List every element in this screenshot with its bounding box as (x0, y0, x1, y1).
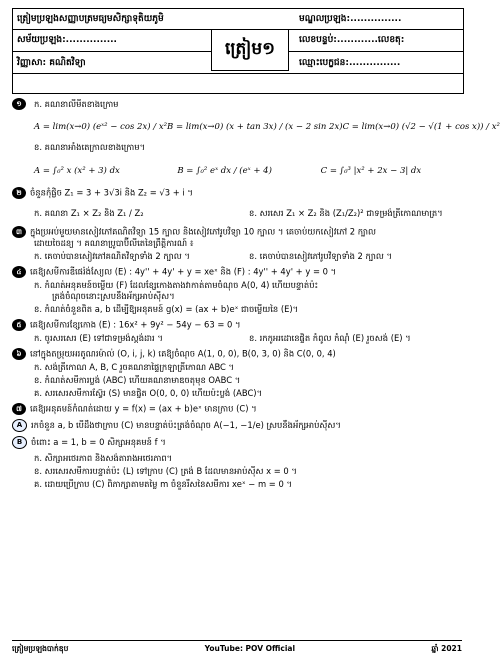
q4-part-a-2: ត្រង់ចំណុចនោះស្របនឹងអ័ក្សអាប់ស៊ីស។ (52, 291, 175, 301)
integral-a: A = ∫₀² x (x² + 3) dx (34, 165, 120, 176)
question-3 (12, 226, 464, 262)
q1-part-b-label: ខ. គណនាអាំងតេក្រាលខាងក្រោម។ (34, 142, 146, 152)
q6-intro: នៅក្នុងតម្រុយអរតូណរម៉ាល់ (O, i, j, k) គេឱ្យចំណុច A(1, 0, 0), B(0, 3, 0) និង C(0, 0, 4) (30, 348, 336, 359)
question-2 (12, 187, 464, 222)
q7-part-b: ខ. សរសេរសមីការបន្ទាត់ប៉ះ (L) ទៅក្រាប (C) ត្រង់ B ដែលមានអាប់ស៊ីស x = 0 ។ (34, 466, 297, 476)
part-A-marker: A (12, 419, 27, 432)
q3-line-2: ដោយចៃដន្យ ។ គណនាប្រូបាប៊ីលីតេនៃព្រឹត្តិការណ៍ ៖ (34, 238, 194, 248)
question-6 (12, 348, 464, 399)
q1-part-a-label: ក. គណនាលីមីតខាងក្រោម (34, 99, 119, 109)
q7-part-c: គ. ដោយប្រើក្រាប (C) ពិភាក្សាតាមតម្លៃ m ចំនួនរឹសនៃសមីការ xeˣ − m = 0 ។ (34, 479, 292, 489)
q7-intro: គេឱ្យអនុគមន៍កំណត់ដោយ y = f(x) = (ax + b)eˣ មានក្រាប (C) ។ (30, 403, 257, 414)
q7-part-A: រកចំនួន a, b បើដឹងថាក្រាប (C) មានបន្ទាត់ប៉ះត្រង់ចំណុច A(−1, −1/e) ស្របនឹងអ័ក្សអាប់ស៊ីស។ (31, 420, 341, 430)
header-candidate-label: ឈ្មោះបេក្ខជន:............... (299, 58, 401, 68)
q5-part-a: ក. ចូរសរសេរ (E) ទៅជាទម្រង់ស្តង់ដារ ។ (34, 333, 163, 343)
q1-integrals-row (12, 159, 464, 183)
q3-parts-row (12, 251, 464, 262)
q3-line-1: ក្នុងប្រអប់មួយមានសៀវភៅគណិតវិទ្យា 15 ក្បាល និងសៀវភៅរូបវិទ្យា 10 ក្បាល ។ គេចាប់យកសៀវភៅ 2 ក្បាល (30, 226, 377, 237)
footer-right: ឆ្នាំ 2021 (431, 644, 462, 653)
question-5 (12, 319, 464, 344)
q5-parts-row (12, 333, 464, 344)
limit-b: B = lim(x→0) (x + tan 3x) / (x − 2 sin 2x) (167, 121, 343, 132)
question-number: ២ (12, 187, 26, 199)
question-number: ៦ (12, 348, 26, 360)
question-7 (12, 403, 464, 490)
q3-part-a: ក. គេចាប់បានសៀវភៅគណិតវិទ្យាទាំង 2 ក្បាល ។ (34, 251, 190, 261)
question-number: ៥ (12, 319, 26, 331)
q4-part-a-1: ក. កំណត់អនុគមន៍ចម្លើយ (F) ដែលខ្សែកោងតាងវាកាត់តាមចំណុច A(0, 4) ហើយបន្ទាត់ប៉ះ (34, 280, 319, 290)
q4-intro: គេឱ្យសមីការឌីផេរ៉ង់ស្យែល (E) : 4y'' + 4y' + y = xeˣ និង (F) : 4y'' + 4y' + y = 0 ។ (30, 266, 337, 277)
part-B-marker: B (12, 436, 27, 449)
limit-c: C = lim(x→0) (√2 − √(1 + cos x)) / x² (342, 121, 500, 132)
header-room-label: លេខបន្ទប់:............លេខតុ: (299, 35, 405, 45)
question-number: ៤ (12, 266, 26, 278)
header-subject-label: វិញ្ញាសា: គណិតវិទ្យា (17, 58, 86, 68)
q6-part-a: ក. សង់ត្រីកោណ A, B, C រួចគណនាផ្ទៃក្រឡាត្រីកោណ ABC ។ (34, 362, 235, 372)
q2-intro: ចំនួនកុំផ្លិច Z₁ = 3 + 3√3i និង Z₂ = √3 + i ។ (30, 187, 193, 198)
q3-part-b: ខ. គេចាប់បានសៀវភៅរូបវិទ្យាទាំង 2 ក្បាល ។ (249, 251, 393, 261)
footer-left: ត្រៀមប្រឡងបាក់ឌុប (12, 644, 69, 653)
header-top-right: មណ្ឌលប្រឡង:............... (299, 14, 402, 24)
footer-center: YouTube: POV Official (204, 644, 296, 653)
page-footer (12, 640, 462, 655)
question-1 (12, 98, 500, 183)
q2-part-a: ក. គណនា Z₁ × Z₂ និង Z₁ / Z₂ (34, 207, 144, 218)
integral-c: C = ∫₀³ |x² + 2x − 3| dx (320, 165, 422, 176)
limit-a: A = lim(x→0) (eˣ² − cos 2x) / x² (34, 121, 168, 132)
q7-part-B: ចំពោះ a = 1, b = 0 សិក្សាអនុគមន៍ f ។ (31, 437, 166, 447)
question-number: ៧ (12, 403, 26, 415)
q2-part-b: ខ. សរសេរ Z₁ × Z₂ និង (Z₁/Z₂)² ជាទម្រង់ត្រីកោណមាត្រ។ (249, 207, 443, 218)
question-number: ១ (12, 98, 26, 110)
q4-part-b: ខ. កំណត់ចំនួនពិត a, b ដើម្បីឱ្យអនុគមន៍ g(x) = (ax + b)eˣ ជាចម្លើយនៃ (E)។ (34, 304, 299, 314)
q5-intro: គេឱ្យសមីការខ្សែកោង (E) : 16x² + 9y² − 54y − 63 = 0 ។ (30, 319, 241, 330)
exam-header (12, 8, 464, 94)
q6-part-b: ខ. កំណត់សមីការប្លង់ (ABC) ហើយគណនាមាឌចតុមុខ OABC ។ (34, 375, 241, 385)
q7-part-a: ក. សិក្សាអថេរភាព និងសង់តារាងអថេរភាព។ (34, 453, 173, 463)
q5-part-b: ខ. រកកូអរដោនេផ្ចិត កំពូល កំណុំ (E) រួចសង់ (E) ។ (249, 333, 411, 343)
header-top-left: ត្រៀមប្រឡងសញ្ញាបត្រមធ្យមសិក្សាទុតិយភូមិ (17, 14, 164, 24)
question-4 (12, 266, 464, 315)
q1-limits-row (12, 116, 500, 138)
exam-body (12, 98, 500, 490)
header-exam-label: សម័យប្រឡង:............... (17, 35, 117, 45)
question-number: ៣ (12, 226, 26, 238)
exam-title-box: ត្រៀម១ (211, 29, 289, 71)
integral-b: B = ∫₀² eˣ dx / (eˣ + 4) (177, 165, 272, 176)
q2-parts-row (12, 204, 464, 222)
q6-part-c: គ. សរសេរសមីការស្វ៊ែរ (S) មានផ្ចិត O(0, 0, 0) ហើយប៉ះប្លង់ (ABC)។ (34, 388, 263, 398)
